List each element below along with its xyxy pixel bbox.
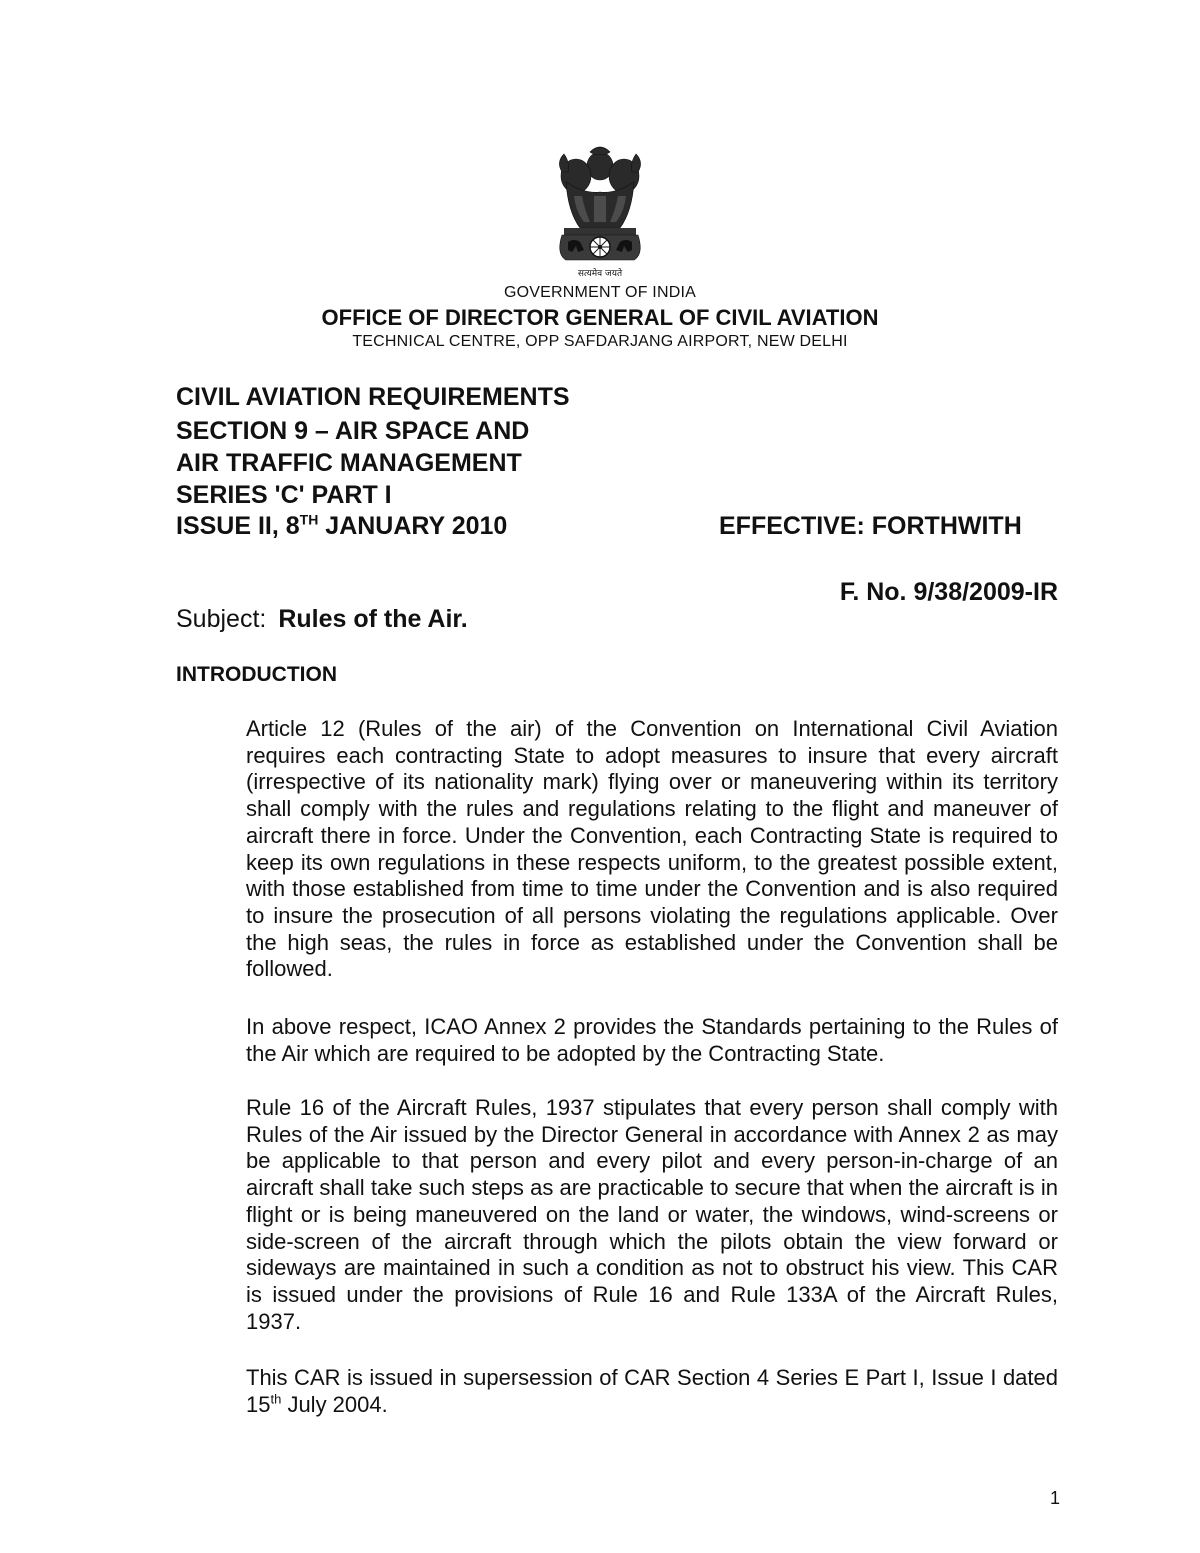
issue-line	[176, 512, 507, 541]
effective-line: EFFECTIVE: FORTHWITH	[719, 512, 1022, 540]
issue-prefix: ISSUE II, 8	[176, 512, 300, 540]
svg-text:सत्यमेव जयते: सत्यमेव जयते	[577, 269, 623, 279]
subject-line	[176, 605, 468, 634]
page-number: 1	[1050, 1488, 1061, 1508]
paragraph-2: In above respect, ICAO Annex 2 provides the Standards pertaining to the Rules of the Air which are required to be adopted by the Contracting State.	[246, 1014, 1058, 1066]
introduction-heading: INTRODUCTION	[176, 663, 337, 686]
paragraph-4-superscript: th	[270, 1391, 282, 1407]
paragraph-1: Article 12 (Rules of the air) of the Convention on International Civil Aviation requires each contracting State to adopt measures to insure that every aircraft (irrespective of its nationality mark) flying over or maneuvering within its territory shall comply with the rules and regulations relating to the flight and maneuver of aircraft there in force. Under the Convention, each Contracting State is required to keep its own regulations in these respects uniform, to the greatest possible extent, with those established from time to time under the Convention and is also required to insure the prosecution of all persons violating the regulations applicable. Over the high seas, the rules in force as established under the Convention shall be followed.	[246, 716, 1058, 982]
paragraph-4-prefix: This CAR is issued in supersession of CAR Section 4 Series E Part I, Issue I dated 15	[246, 1365, 1058, 1417]
car-title-line-3: AIR TRAFFIC MANAGEMENT	[176, 449, 522, 477]
paragraph-4-suffix: July 2004.	[281, 1391, 388, 1417]
government-line: GOVERNMENT OF INDIA	[504, 284, 696, 301]
subject-value: Rules of the Air.	[278, 605, 468, 633]
issue-suffix: JANUARY 2010	[318, 512, 508, 540]
office-title: OFFICE OF DIRECTOR GENERAL OF CIVIL AVIATION	[321, 305, 879, 330]
paragraph-4	[246, 1365, 1058, 1418]
car-title-line-2: SECTION 9 – AIR SPACE AND	[176, 417, 530, 445]
paragraph-3: Rule 16 of the Aircraft Rules, 1937 stipulates that every person shall comply with Rules of the Air issued by the Director General in accordance with Annex 2 as may be applicable to that person and every pilot and every person-in-charge of an aircraft shall take such steps as are practicable to secure that when the aircraft is in flight or is being maneuvered on the land or water, the windows, wind-screens or side-screen of the aircraft through which the pilots obtain the view forward or sideways are maintained in such a condition as not to obstruct his view. This CAR is issued under the provisions of Rule 16 and Rule 133A of the Aircraft Rules, 1937.	[246, 1095, 1058, 1334]
issue-superscript: TH	[299, 511, 319, 528]
car-title-line-4: SERIES 'C' PART I	[176, 481, 392, 509]
office-address: TECHNICAL CENTRE, OPP SAFDARJANG AIRPORT, NEW DELHI	[352, 333, 848, 350]
national-emblem-icon	[546, 142, 654, 280]
car-title-line-1: CIVIL AVIATION REQUIREMENTS	[176, 383, 570, 411]
file-number: F. No. 9/38/2009-IR	[839, 578, 1058, 606]
subject-label: Subject:	[176, 605, 267, 633]
